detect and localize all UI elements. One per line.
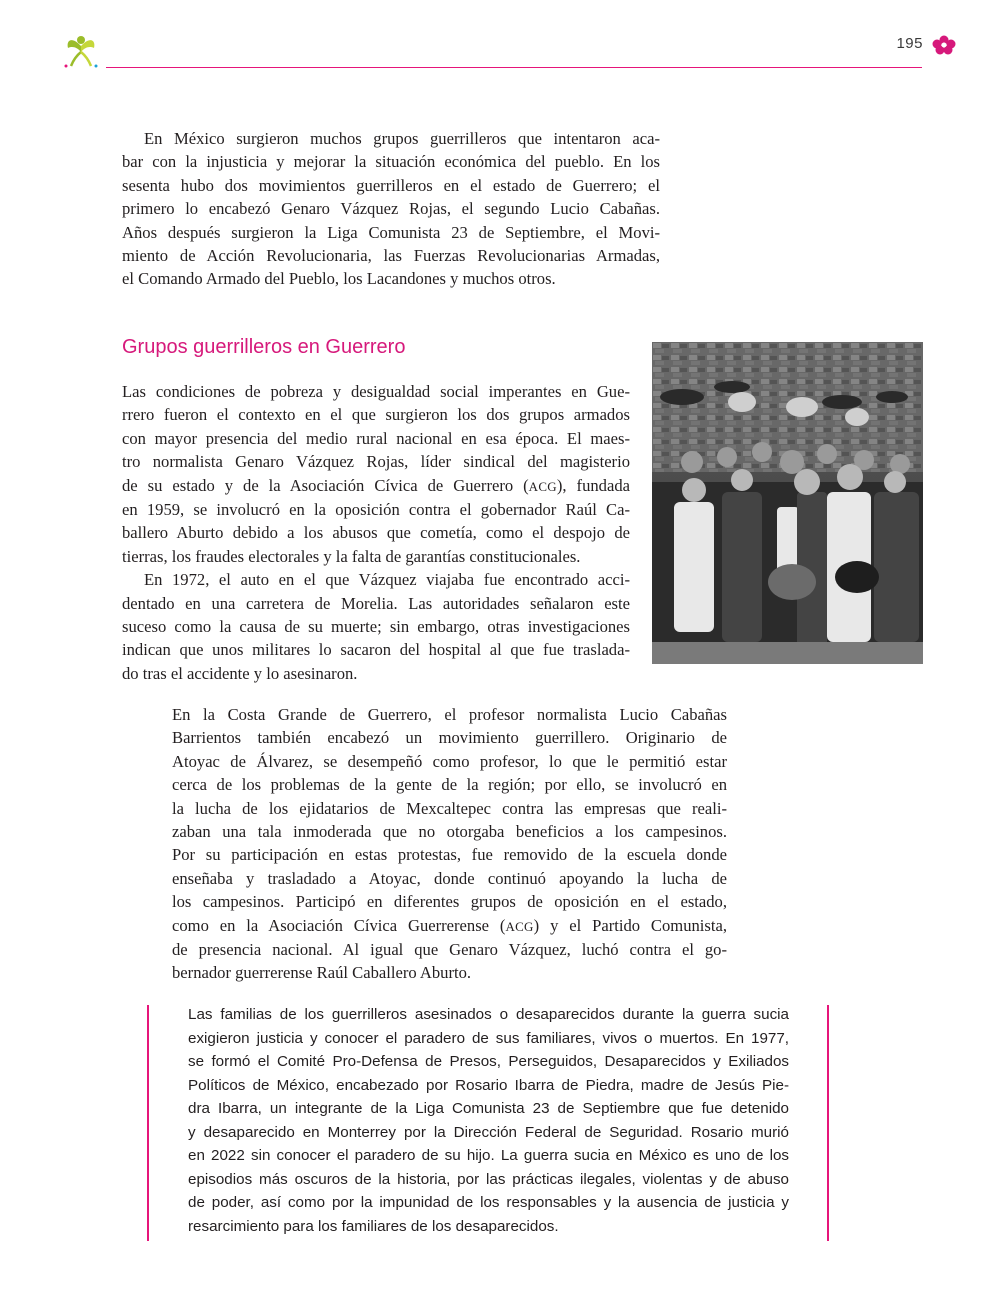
text-line: Las condiciones de pobreza y desigualdad social imperantes en Gue- [122, 382, 630, 401]
page-number: 195 [896, 35, 923, 52]
text-line: rrero fueron el contexto en el que surgieron los dos grupos armados [122, 405, 630, 425]
text-fragment: como en la Asociación Cívica Guerrerense ( [172, 915, 506, 935]
box-left-rule [147, 1005, 149, 1241]
text-line: en 1959, se involucró en la oposición contra el gobernador Raúl Ca- [122, 500, 630, 520]
text-line: En 1972, el auto en el que Vázquez viajaba fue encontrado acci- [144, 570, 630, 590]
info-box-text [188, 1003, 789, 1238]
text-line: Las familias de los guerrilleros asesinados o desaparecidos durante la guerra sucia [188, 1006, 789, 1023]
text-line: En México surgieron muchos grupos guerrilleros que intentaron aca- [144, 129, 660, 148]
historical-photo [652, 342, 923, 664]
text-line: Años después surgieron la Liga Comunista 23 de Septiembre, el Movi- [122, 222, 660, 242]
text-line: y desaparecido en Monterrey por la Dirección Federal de Seguridad. Rosario murió [188, 1123, 789, 1141]
text-line: el Comando Armado del Pueblo, los Lacandones y muchos otros. [122, 269, 556, 289]
text-line: se formó el Comité Pro-Defensa de Presos, Perseguidos, Desaparecidos y Exiliados [188, 1053, 789, 1070]
acronym: ACG [528, 478, 557, 494]
sep-logo-icon [58, 26, 104, 72]
text-line: dentado en una carretera de Morelia. Las autoridades señalaron este [122, 593, 630, 613]
text-line: Por su participación en estas protestas, fue removido de la escuela donde [172, 845, 727, 865]
text-line: sesenta hubo dos movimientos guerrilleros en el estado de Guerrero; el [122, 175, 660, 195]
section-heading: Grupos guerrilleros en Guerrero [122, 336, 406, 358]
text-line: cerca de los problemas de la gente de la región; por ello, se involucró en [172, 775, 727, 795]
text-line: zaban una tala inmoderada que no otorgaba beneficios a los campesinos. [172, 822, 727, 842]
text-line: do tras el accidente y lo asesinaron. [122, 663, 358, 683]
text-line: Políticos de México, encabezado por Rosario Ibarra de Piedra, madre de Jesús Pie- [188, 1076, 789, 1094]
text-line [172, 914, 727, 938]
intro-paragraph [122, 127, 660, 291]
text-line: bernador guerrerense Raúl Caballero Aburto. [172, 963, 472, 983]
text-line: bar con la injusticia y mejorar la situación económica del pueblo. En los [122, 152, 660, 172]
text-line: en 2022 sin conocer el paradero de su hijo. La guerra sucia en México es uno de los [188, 1147, 789, 1164]
text-line: la lucha de los ejidatarios de Mexcaltepec contra las empresas que reali- [172, 798, 727, 818]
header-rule [106, 67, 922, 68]
text-line: ballero Aburto debido a los abusos que cometía, como el despojo de [122, 523, 630, 543]
text-line: Atoyac de Álvarez, se desempeñó como profesor, lo que le permitió estar [172, 751, 727, 771]
text-line: de presencia nacional. Al igual que Genaro Vázquez, luchó contra el go- [172, 940, 727, 960]
text-line: enseñaba y trasladado a Atoyac, donde continuó apoyando la lucha de [172, 868, 727, 888]
text-line: suceso como la causa de su muerte; sin embargo, otras investigaciones [122, 617, 630, 637]
acronym: ACG [505, 918, 534, 934]
text-line: indican que unos militares lo sacaron del hospital al que fue traslada- [122, 640, 630, 660]
text-fragment: de su estado y de la Asociación Cívica de Guerrero ( [122, 475, 529, 495]
text-line: En la Costa Grande de Guerrero, el profesor normalista Lucio Cabañas [172, 705, 727, 724]
text-line: tro normalista Genaro Vázquez Rojas, líder sindical del magisterio [122, 452, 630, 472]
text-line: dra Ibarra, un integrante de la Liga Comunista 23 de Septiembre que fue detenido [188, 1100, 789, 1117]
photo-illustration [652, 342, 923, 664]
text-line: tierras, los fraudes electorales y la falta de garantías constitucionales. [122, 546, 581, 566]
box-right-rule [827, 1005, 829, 1241]
text-line: episodios más oscuros de la historia, por las prácticas ilegales, violentas y de abuso [188, 1170, 789, 1188]
flower-icon [930, 34, 958, 56]
text-line: miento de Acción Revolucionaria, las Fuerzas Revolucionarias Armadas, [122, 246, 660, 266]
costa-grande-paragraph [172, 703, 727, 985]
section-body [122, 380, 630, 685]
text-line [122, 474, 630, 498]
text-line: con mayor presencia del medio rural nacional en esa época. El maes- [122, 428, 630, 448]
text-line: resarcimiento para los familiares de los desaparecidos. [188, 1217, 559, 1235]
text-fragment: ), fundada [556, 475, 630, 495]
text-fragment: ) y el Partido Comunista, [533, 915, 727, 935]
text-line: exigieron justicia y conocer el paradero de sus familiares, vivos o muertos. En 1977, [188, 1029, 789, 1047]
text-line: primero lo encabezó Genaro Vázquez Rojas, el segundo Lucio Cabañas. [122, 199, 660, 219]
text-line: Barrientos también encabezó un movimiento guerrillero. Originario de [172, 728, 727, 748]
text-line: los campesinos. Participó en diferentes grupos de oposición en el estado, [172, 892, 727, 912]
text-line: de poder, así como por la impunidad de los responsables y la ausencia de justicia y [188, 1194, 789, 1211]
